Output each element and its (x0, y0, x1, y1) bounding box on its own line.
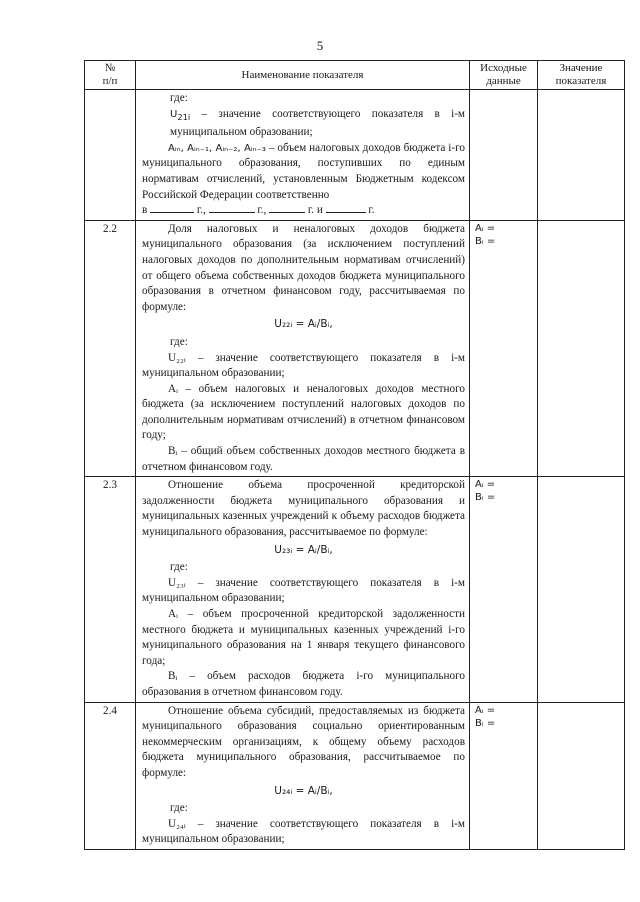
a-definition: Aᵢₙ, Aᵢₙ₋₁, Aᵢₙ₋₂, Aᵢₙ₋₃ – объем налоговых доходов бюджета i-го муниципального образования, поступивших по единым нормативам отчислений, установленным Бюджетным кодексом Российской Федерации соответственно (142, 141, 465, 201)
table-row-continuation (85, 90, 625, 221)
a-definition: Aᵢ – объем просроченной кредиторской задолженности местного бюджета и муниципальных казенных учреждений i-го муниципального образования на 1 января текущего финансового года; (142, 608, 465, 667)
b-definition: Bᵢ – объем расходов бюджета i-го муниципального образования в отчетном финансовом году. (142, 670, 465, 698)
formula: U₂₂ᵢ = Aᵢ/Bᵢ, (274, 318, 333, 331)
row-source-cell (470, 220, 538, 477)
page-number: 5 (316, 38, 324, 53)
source-b: Bᵢ = (475, 492, 496, 504)
source-b: Bᵢ = (475, 235, 496, 247)
u-definition: $U_{21i}$ – значение соответствующего показателя в i-м муниципальном образовании; (170, 107, 465, 139)
header-num: № п/п (85, 61, 136, 90)
row-name-cell (136, 702, 470, 849)
indicator-description: Отношение объема субсидий, предоставляемых из бюджета муниципального образования социально ориентированным некоммерческим организациям, к общему объему расходов бюджета муниципального образования, рассчитываемое по формуле: (142, 704, 465, 779)
row-name-cell (136, 477, 470, 702)
row-name-cell (136, 220, 470, 477)
table-row-2-2 (85, 220, 625, 477)
where-label: где: (170, 802, 188, 815)
row-source-cell (470, 702, 538, 849)
header-source: Исходные данные (470, 61, 538, 90)
table-header-row (85, 61, 625, 90)
row-name-cell (136, 90, 470, 221)
row-value-cell (538, 702, 625, 849)
where-label: где: (170, 561, 188, 574)
where-label: где: (170, 335, 188, 348)
indicator-description: Доля налоговых и неналоговых доходов бюджета муниципального образования (за исключением поступлений налоговых доходов по дополнительным нормативам отчислений) от общего объема собственных доходов бюджета муниципального образования в отчетном финансовом году, рассчитываемая по формуле: (142, 222, 465, 313)
header-value: Значение показателя (538, 61, 625, 90)
row-value-cell (538, 220, 625, 477)
where-label: где: (170, 92, 188, 104)
b-definition: Bᵢ – общий объем собственных доходов местного бюджета в отчетном финансовом году. (142, 445, 465, 473)
row-num: 2.2 (85, 220, 136, 477)
row-value-cell (538, 477, 625, 702)
years-line: в г., г., г. и г. (142, 204, 375, 217)
table-row-2-3 (85, 477, 625, 702)
formula: U₂₄ᵢ = Aᵢ/Bᵢ, (274, 784, 333, 797)
u-definition: U₂₃ᵢ – значение соответствующего показателя в i-м муниципальном образовании; (142, 576, 465, 605)
source-a: Aᵢ = (475, 222, 496, 234)
row-num-cell (85, 90, 136, 221)
row-source-cell (470, 90, 538, 221)
u-symbol: $U_{21i}$ (170, 108, 191, 122)
source-b: Bᵢ = (475, 717, 496, 729)
u-definition: U₂₂ᵢ – значение соответствующего показателя в i-м муниципальном образовании; (142, 351, 465, 380)
table-row-2-4 (85, 702, 625, 849)
row-value-cell (538, 90, 625, 221)
row-source-cell (470, 477, 538, 702)
row-num: 2.4 (85, 702, 136, 849)
header-name: Наименование показателя (136, 61, 470, 90)
u-definition: U₂₄ᵢ – значение соответствующего показателя в i-м муниципальном образовании; (142, 817, 465, 846)
source-a: Aᵢ = (475, 704, 496, 716)
a-definition: Aᵢ – объем налоговых и неналоговых доходов местного бюджета (за исключением поступлений налоговых доходов по дополнительным нормативам отчислений) в отчетном финансовом году; (142, 382, 465, 442)
source-a: Aᵢ = (475, 479, 496, 491)
indicator-description: Отношение объема просроченной кредиторской задолженности бюджета муниципального образования и муниципальных казенных учреждений к объему расходов бюджета муниципального образования, рассчитываемое по формуле: (142, 479, 465, 539)
formula: U₂₃ᵢ = Aᵢ/Bᵢ, (274, 543, 333, 556)
row-num: 2.3 (85, 477, 136, 702)
indicators-table (84, 60, 625, 850)
